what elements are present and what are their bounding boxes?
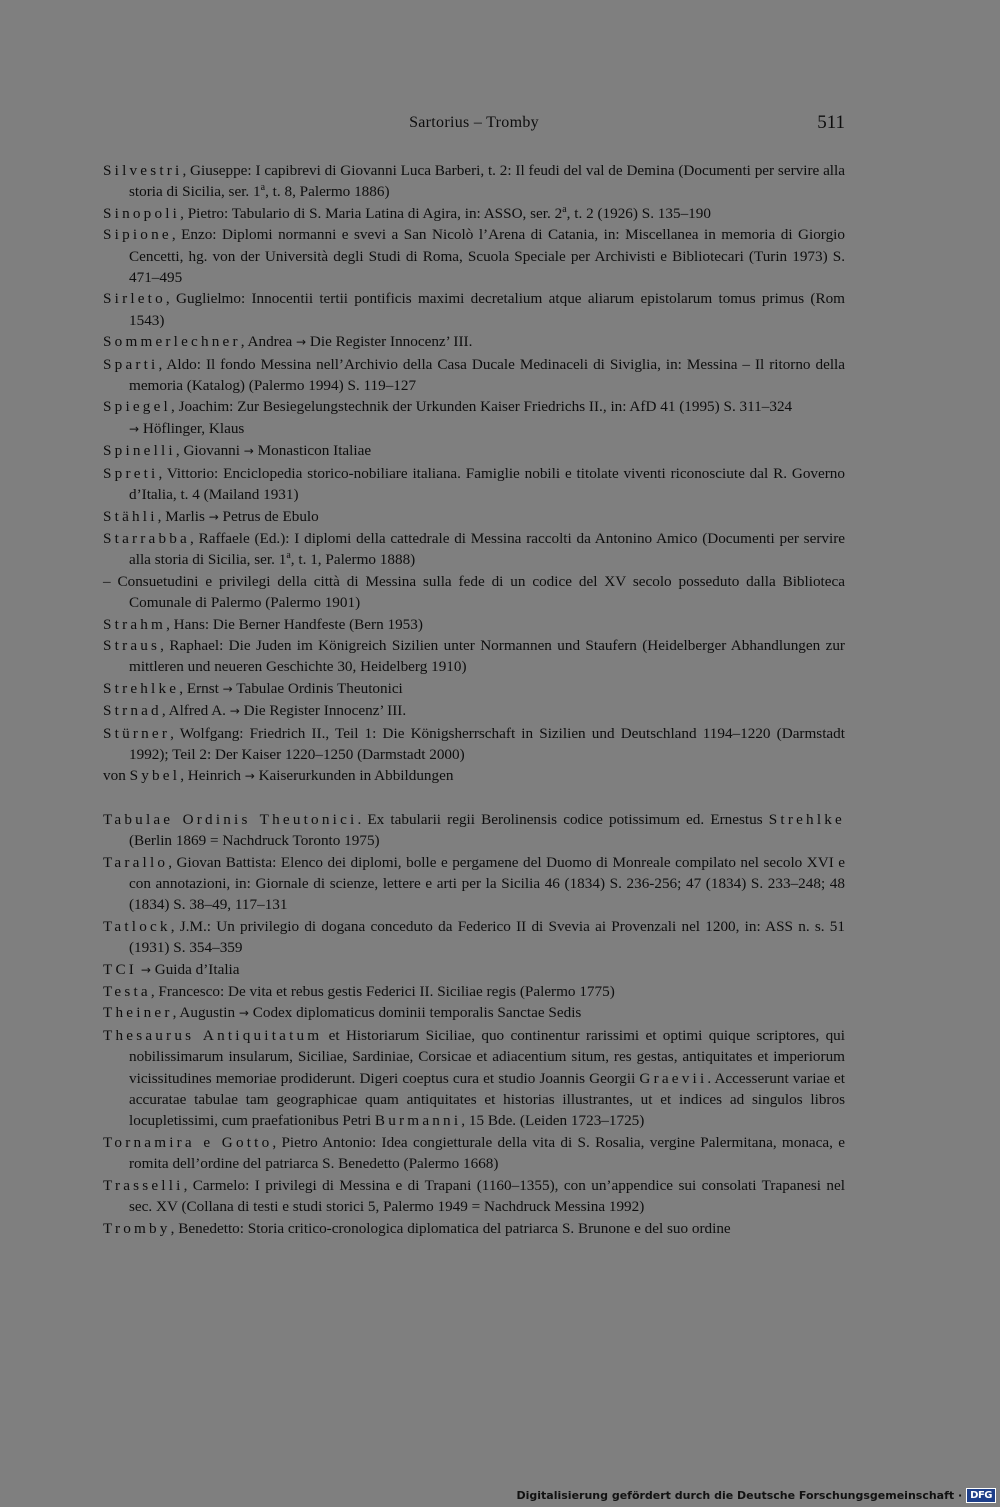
author-name: Strehlke: [768, 810, 845, 828]
entry-prefix: von: [103, 767, 130, 785]
entry-text: , Aldo: Il fondo Messina nell’Archivio della Casa Ducale Medinaceli di Siviglia, in: Messina – Il ritorno della memoria (Katalog) (Palermo 1994) S. 119–127: [129, 355, 845, 395]
author-name: Silvestri: [103, 162, 183, 179]
entry-text: , Pietro Antonio: Idea congietturale della vita di S. Rosalia, vergine Palermitana, monaca, e romita dell’ordine del patriarca S. Benedetto (Palermo 1668): [129, 1133, 845, 1173]
author-name: Spinelli: [103, 442, 176, 460]
entry-text: , Enzo: Diplomi normanni e svevi a San Nicolò l’Arena di Catania, in: Miscellanea in memoria di Giorgio Cencetti, hg. von der Università degli Studi di Roma, Scuola Speciale per Archivisti e Bibliotecari (Turin 1973) S. 471–495: [129, 226, 845, 287]
bibliography-entry: [103, 1002, 845, 1024]
entry-text: , J.M.: Un privilegio di dogana conceduto da Federico II di Svevia ai Provenzali nel 1200, in: ASS n. s. 51 (1931) S. 354–359: [129, 917, 845, 957]
entry-text: et Historiarum Siciliae, quo continentur rarissimi et optimi quique scriptores, qui nobilissimarum insularum, Siciliae, Sardiniae, Corsicae et adiacentium situm, res gestas, antiquitates et imperiorum vicissitudines memoriae prodiderunt. Digeri coeptus cura et studio Joannis Georgii: [129, 1026, 845, 1087]
credit-text: Digitalisierung gefördert durch die Deutsche Forschungsgemeinschaft ·: [516, 1489, 963, 1502]
author-name: Burmanni: [374, 1112, 462, 1130]
author-name: Strahm: [103, 615, 167, 633]
entry-text: , 15 Bde. (Leiden 1723–1725): [461, 1112, 645, 1130]
entry-text: , Alfred A. → Die Register Innocenz’ III.: [161, 702, 407, 720]
author-name: Strnad: [103, 702, 162, 720]
bibliography-entry: [103, 331, 845, 353]
bibliography-entry: [103, 700, 845, 722]
bibliography-entry: [103, 396, 845, 417]
author-name: Sybel: [129, 767, 181, 785]
bibliography-entry: [103, 614, 845, 635]
entry-text: , Benedetto: Storia critico-cronologica diplomatica del patriarca S. Brunone e del suo ordine: [170, 1219, 731, 1237]
entry-text: – Consuetudini e privilegi della città di Messina sulla fede di un codice del XV secolo posseduto dalla Biblioteca Comunale di Palermo (Palermo 1901): [103, 572, 845, 612]
author-name: Tromby: [103, 1219, 171, 1237]
author-name: Sommerlechner: [103, 333, 241, 351]
page-header: [103, 114, 845, 138]
entry-text: , Wolfgang: Friedrich II., Teil 1: Die Königsherrschaft in Sizilien und Deutschland 1194–1220 (Darmstadt 1992); Teil 2: Der Kaiser 1220–1250 (Darmstadt 2000): [129, 724, 845, 763]
author-name: Sipione: [103, 226, 172, 244]
running-head: Sartorius – Tromby: [409, 114, 539, 131]
entry-text: , Joachim: Zur Besiegelungstechnik der Urkunden Kaiser Friedrichs II., in: AfD 41 (1995) S. 311–324: [170, 398, 793, 416]
author-name: Stürner: [103, 724, 171, 742]
bibliography-entry: [103, 981, 845, 1002]
author-name: Stähli: [103, 507, 158, 525]
bibliography-entry: [103, 1175, 845, 1218]
entry-text: , Giuseppe: I capibrevi di Giovanni Luca Barberi, t. 2: Il feudi del val de Demina (Documenti per servire alla storia di Sicilia, ser. 1$^a$, t. 8, Palermo 1886): [129, 162, 845, 201]
bibliography-entry: [103, 723, 845, 766]
entry-text: , Giovanni → Monasticon Italiae: [175, 442, 372, 460]
entry-text: , Marlis → Petrus de Ebulo: [157, 507, 319, 525]
bibliography-entry: [103, 506, 845, 528]
entry-text: , Giovan Battista: Elenco dei diplomi, bolle e pergamene del Duomo di Monreale compilato nel secolo XVI e con annotazioni, in: Giornale di scienze, lettere e arti per la Sicilia 46 (1834) S. 236-256; 47 (1834) S. 233–248; 48 (1834) S. 38–49, 117–131: [129, 853, 845, 914]
author-name: Tornamira e Gotto: [103, 1133, 273, 1151]
section-gap: [103, 788, 845, 809]
dfg-logo: DFG: [966, 1488, 996, 1503]
entry-text: . Accesserunt variae et accuratae tabulae tam geographicae quam antiquitates et historias illustrantes, ut et indices ad singulos libros locupletissimi, cum praefationibus Petri: [129, 1069, 845, 1130]
bibliography-entry: [103, 571, 845, 614]
entry-text: , Hans: Die Berner Handfeste (Bern 1953): [166, 615, 423, 633]
entry-text: , Francesco: De vita et rebus gestis Federici II. Siciliae regis (Palermo 1775): [150, 983, 615, 1001]
author-name: Spreti: [103, 464, 159, 482]
bibliography-entry: [103, 418, 845, 440]
entry-text: , Raphael: Die Juden im Königreich Sizilien unter Normannen und Staufern (Heidelberger Abhandlungen zur mittleren und neueren Geschichte 30, Heidelberg 1910): [129, 636, 845, 676]
bibliography-entry: [103, 354, 845, 397]
bibliography-entry: [103, 463, 845, 506]
bibliography-entry: [103, 635, 845, 678]
page-number: 511: [817, 112, 845, 133]
author-name: TCI: [103, 960, 138, 978]
bibliography-entry: [103, 224, 845, 288]
bibliography-list: [103, 160, 845, 1239]
bibliography-entry: [103, 160, 845, 203]
author-name: Sparti: [103, 355, 159, 373]
author-name: Thesaurus Antiquitatum: [103, 1026, 323, 1044]
entry-text: , Guglielmo: Innocentii tertii pontificis maximi decretalium atque aliarum epistolarum tomus primus (Rom 1543): [129, 290, 845, 329]
bibliography-entry: [103, 288, 845, 331]
author-name: Trasselli: [103, 1176, 184, 1194]
author-name: Theiner: [103, 1004, 173, 1022]
bibliography-entry: [103, 1132, 845, 1175]
author-name: Sirleto: [103, 290, 166, 308]
author-name: Tatlock: [103, 917, 171, 935]
entry-text: . Ex tabularii regii Berolinensis codice potissimum ed. Ernestus: [357, 810, 769, 828]
entry-text: → Guida d’Italia: [140, 960, 240, 978]
author-name: Straus: [103, 636, 161, 654]
bibliography-entry: [103, 852, 845, 916]
entry-text: , Andrea → Die Register Innocenz’ III.: [240, 333, 473, 351]
entry-text: (Berlin 1869 = Nachdruck Toronto 1975): [129, 832, 380, 850]
digitization-credit: [516, 1488, 996, 1503]
entry-text: , Augustin → Codex diplomaticus dominii temporalis Sanctae Sedis: [172, 1004, 582, 1022]
entry-text: , Ernst → Tabulae Ordinis Theutonici: [179, 679, 403, 697]
entry-text: → Höflinger, Klaus: [129, 419, 245, 437]
entry-text: , Vittorio: Enciclopedia storico-nobiliare italiana. Famiglie nobili e titolate viventi riconosciute dal R. Governo d’Italia, t. 4 (Mailand 1931): [129, 464, 845, 504]
entry-text: , Carmelo: I privilegi di Messina e di Trapani (1160–1355), con un’appendice sui consolati Trapanesi nel sec. XV (Collana di testi e studi storici 5, Palermo 1949 = Nachdruck Messina 1992): [129, 1176, 845, 1216]
author-name: Sinopoli: [103, 204, 181, 222]
author-name: Tarallo: [103, 853, 169, 871]
bibliography-entry: [103, 1218, 845, 1239]
author-name: Testa: [103, 983, 151, 1001]
bibliography-entry: [103, 1025, 845, 1132]
author-name: Starrabba: [103, 529, 190, 547]
author-name: Tabulae Ordinis Theutonici: [103, 810, 358, 828]
bibliography-entry: [103, 959, 845, 981]
entry-text: , Heinrich → Kaiserurkunden in Abbildungen: [180, 767, 454, 785]
entry-text: , Pietro: Tabulario di S. Maria Latina di Agira, in: ASSO, ser. 2$^a$, t. 2 (1926) S. 135–190: [180, 203, 711, 222]
bibliography-entry: [103, 528, 845, 571]
author-name: Strehlke: [103, 679, 180, 697]
author-name: Spiegel: [103, 398, 171, 416]
bibliography-entry: [103, 203, 845, 224]
bibliography-entry: [103, 678, 845, 700]
entry-text: , Raffaele (Ed.): I diplomi della cattedrale di Messina raccolti da Antonino Amico (Documenti per servire alla storia di Sicilia, ser. 1$^a$, t. 1, Palermo 1888): [129, 529, 845, 569]
bibliography-entry: [103, 440, 845, 462]
author-name: Graevii: [639, 1069, 708, 1087]
bibliography-entry: [103, 765, 845, 787]
bibliography-entry: [103, 916, 845, 959]
bibliography-entry: [103, 809, 845, 852]
